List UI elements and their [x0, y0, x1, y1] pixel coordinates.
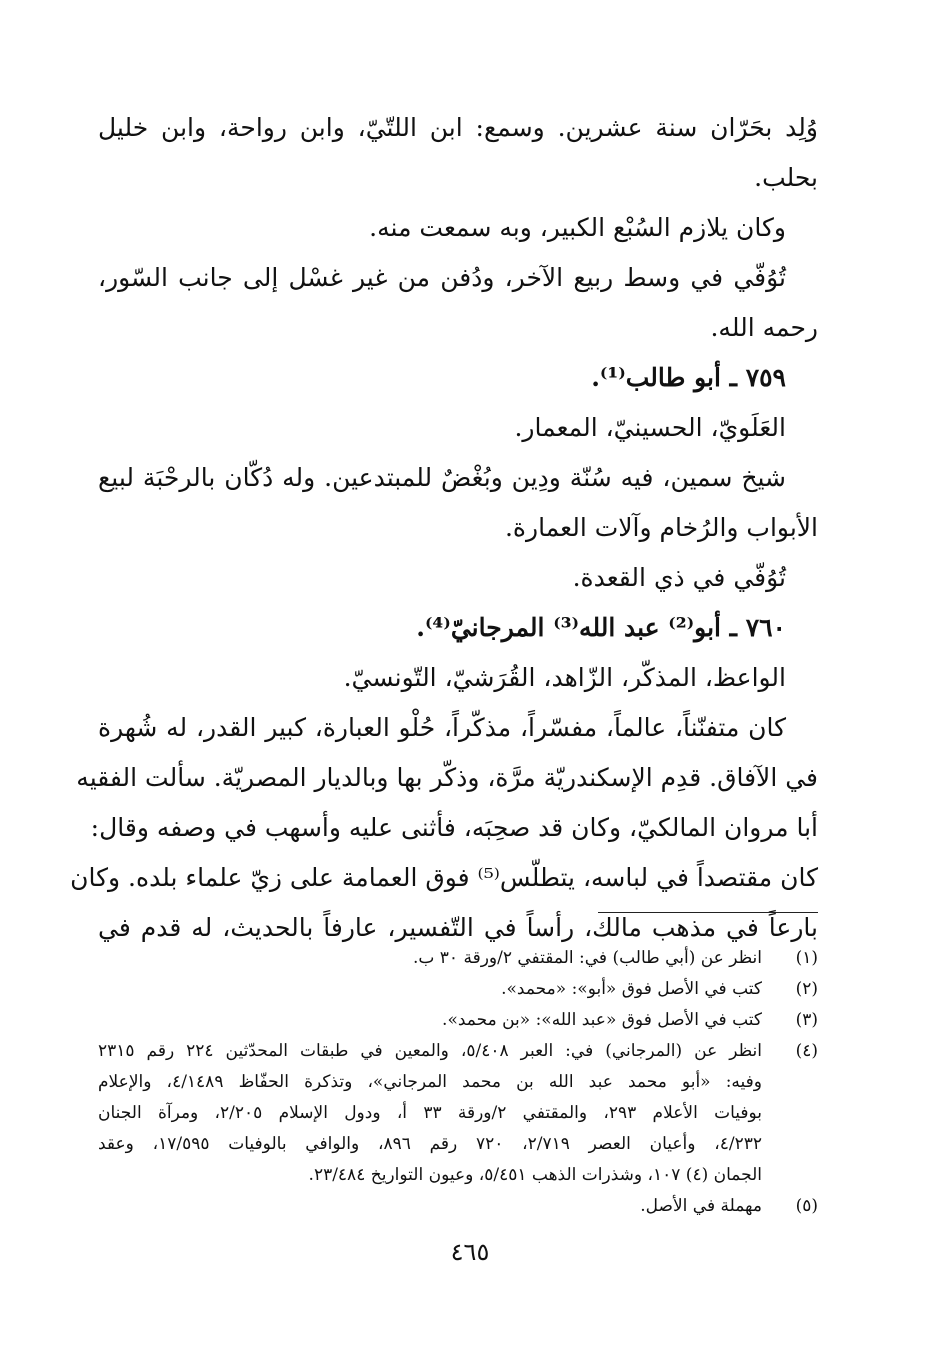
footnote-line: ٤/٢٣٢، وأعيان العصر ٢/٧١٩، ٧٢٠ رقم ٨٩٦، والوافي بالوفيات ١٧/٥٩٥، وعقد	[98, 1134, 762, 1154]
footnote-line: انظر عن (أبي طالب) في: المقتفي ٢/ورقة ٣٠ ب.	[412, 948, 762, 968]
footnote-number: (٥)	[795, 1196, 818, 1216]
text-line: تُوُفّي في وسط ربيع الآخر، ودُفن من غير غسْل إلى جانب السّور،	[98, 263, 786, 292]
text-line: العَلَويّ، الحسينيّ، المعمار.	[514, 413, 786, 442]
text-line: رحمه الله.	[710, 313, 818, 342]
text-line: بحلب.	[754, 163, 818, 192]
text-line: كان متفنّناً، عالماً، مفسّراً، مذكّراً، حُلْو العبارة، كبير القدر، له شُهرة	[98, 713, 786, 742]
text-line: تُوُفّي في ذي القعدة.	[572, 563, 786, 592]
text-line: أبا مروان المالكيّ، وكان قد صحِبَه، فأثنى عليه وأسهب في وصفه وقال:	[90, 813, 818, 842]
footnote-separator	[598, 912, 818, 913]
footnote	[98, 1191, 818, 1222]
footnote	[98, 1036, 818, 1191]
text-line: كان مقتصداً في لباسه، يتطلّس⁽⁵⁾ فوق العمامة على زيّ علماء بلده. وكان	[70, 863, 818, 892]
main-text	[70, 100, 818, 950]
footnote-line: بوفيات الأعلام ٢٩٣، والمقتفي ٢/ورقة ٣٣ أ، ودول الإسلام ٢/٢٠٥، ومرآة الجنان	[98, 1103, 763, 1123]
text-line: الأبواب والرُخام وآلات العمارة.	[504, 513, 818, 542]
text-line: بارعاً في مذهب مالك، رأساً في التّفسير، عارفاً بالحديث، له قدم في	[98, 913, 818, 942]
text-line: وُلِد بحَرّان سنة عشرين. وسمع: ابن اللتّيّ، وابن رواحة، وابن خليل	[98, 113, 818, 142]
entry-heading-760: ٧٦٠ ـ أبو⁽²⁾ عبد الله⁽³⁾ المرجانيّ⁽⁴⁾.	[416, 613, 786, 642]
footnote-line: انظر عن (المرجاني) في: العبر ٥/٤٠٨، والمعين في طبقات المحدّثين ٢٢٤ رقم ٢٣١٥	[98, 1041, 762, 1061]
text-line: الواعظ، المذكّر، الزّاهد، القُرَشيّ، التّونسيّ.	[343, 663, 786, 692]
footnote-number: (٣)	[795, 1010, 818, 1030]
text-line: وكان يلازم السُبْع الكبير، وبه سمعت منه.	[369, 213, 786, 242]
footnote	[98, 974, 818, 1005]
page-number: ٤٦٥	[450, 1238, 490, 1266]
footnote-number: (٤)	[795, 1041, 818, 1061]
footnotes	[98, 943, 818, 1222]
footnote-number: (١)	[795, 948, 818, 968]
footnote-line: كتب في الأصل فوق «أبو»: «محمد».	[501, 979, 762, 999]
footnote-line: الجمان (٤) ١٠٧، وشذرات الذهب ٥/٤٥١، وعيون التواريخ ٢٣/٤٨٤.	[308, 1165, 762, 1185]
footnote	[98, 943, 818, 974]
footnote	[98, 1005, 818, 1036]
footnote-line: مهملة في الأصل.	[640, 1196, 762, 1216]
footnote-line: وفيه: «أبو محمد عبد الله بن محمد المرجاني»، وتذكرة الحفّاظ ٤/١٤٨٩، والإعلام	[98, 1072, 762, 1092]
text-line: شيخ سمين، فيه سُنّة ودِين وبُغْضٌ للمبتدعين. وله دُكّان بالرحْبَة لبيع	[98, 463, 786, 492]
text-line: في الآفاق. قدِم الإسكندريّة مرَّة، وذكّر بها وبالديار المصريّة. سألت الفقيه	[76, 763, 818, 792]
entry-heading-759: ٧٥٩ ـ أبو طالب⁽¹⁾.	[591, 363, 786, 392]
footnote-number: (٢)	[795, 979, 818, 999]
footnote-line: كتب في الأصل فوق «عبد الله»: «بن محمد».	[442, 1010, 762, 1030]
